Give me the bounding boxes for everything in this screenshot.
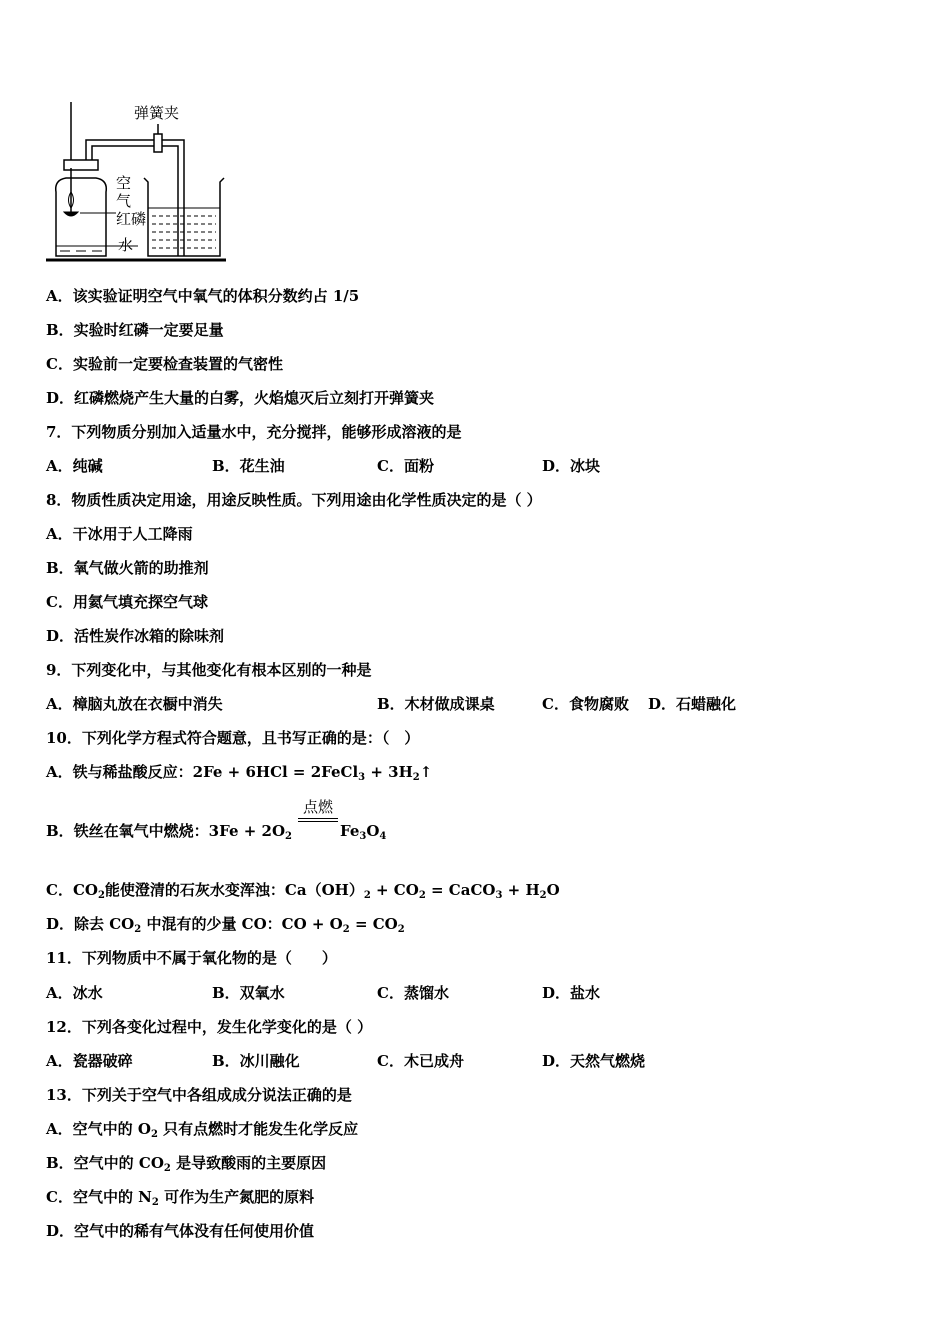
q11-option-d: D．盐水 xyxy=(542,984,601,1002)
q6-option-c: C．实验前一定要检查装置的气密性 xyxy=(46,355,283,373)
q6-option-b: B．实验时红磷一定要足量 xyxy=(46,321,224,339)
q11-option-b: B．双氧水 xyxy=(212,984,285,1002)
ignite-label: 点燃 xyxy=(302,798,333,816)
q10-stem: 10．下列化学方程式符合题意，且书写正确的是：（ ） xyxy=(46,729,420,747)
q13-option-c: C．空气中的 $N_2$ 可作为生产氮肥的原料 xyxy=(46,1188,315,1208)
q8-option-b: B．氧气做火箭的助推剂 xyxy=(46,559,209,577)
q10-option-a: A．铁与稀盐酸反应：2Fe + 6HCl = 2FeCl$_3$ + $3H_2↑$ xyxy=(46,763,433,783)
q9-option-b: B．木材做成课桌 xyxy=(377,695,495,713)
q12-option-c: C．木已成舟 xyxy=(377,1052,464,1070)
q10-option-b-product: $Fe_3O_4$ xyxy=(340,822,387,842)
q8-option-c: C．用氦气填充探空气球 xyxy=(46,593,208,611)
q13-option-d: D．空气中的稀有气体没有任何使用价值 xyxy=(46,1222,315,1240)
air-label-2: 气 xyxy=(116,192,132,210)
q8-option-d: D．活性炭作冰箱的除味剂 xyxy=(46,627,225,645)
q11-option-a: A．冰水 xyxy=(46,984,103,1002)
q7-option-c: C．面粉 xyxy=(377,457,434,475)
q7-option-d: D．冰块 xyxy=(542,457,601,475)
q11-stem: 11．下列物质中不属于氧化物的是（ ） xyxy=(46,949,337,967)
q7-option-b: B．花生油 xyxy=(212,457,285,475)
q12-option-a: A．瓷器破碎 xyxy=(46,1052,133,1070)
q7-option-a: A．纯碱 xyxy=(46,457,103,475)
q13-stem: 13．下列关于空气中各组成成分说法正确的是 xyxy=(46,1086,352,1104)
q12-option-d: D．天然气燃烧 xyxy=(542,1052,646,1070)
q13-option-b: B．空气中的 $CO_2$ 是导致酸雨的主要原因 xyxy=(46,1154,327,1174)
q8-stem: 8．物质性质决定用途，用途反映性质。下列用途由化学性质决定的是（ ） xyxy=(46,491,542,509)
q11-option-c: C．蒸馏水 xyxy=(377,984,449,1002)
equals-bar xyxy=(298,818,338,822)
apparatus-figure xyxy=(40,96,230,266)
q8-option-a: A．干冰用于人工降雨 xyxy=(46,525,193,543)
q9-option-d: D．石蜡融化 xyxy=(648,695,737,713)
q7-stem: 7．下列物质分别加入适量水中，充分搅拌，能够形成溶液的是 xyxy=(46,423,462,441)
water-label: 水 xyxy=(118,236,134,254)
q6-option-a: A．该实验证明空气中氧气的体积分数约占 1/5 xyxy=(46,287,360,305)
q13-option-a: A．空气中的 $O_2$ 只有点燃时才能发生化学反应 xyxy=(46,1120,359,1140)
red-phosphorus-label: 红磷 xyxy=(116,210,147,228)
q10-reaction-condition xyxy=(298,798,338,822)
q10-option-b: B．铁丝在氧气中燃烧：$3Fe + 2O_2$ xyxy=(46,822,292,842)
q9-stem: 9．下列变化中，与其他变化有根本区别的一种是 xyxy=(46,661,372,679)
q12-option-b: B．冰川融化 xyxy=(212,1052,300,1070)
spring-clip-label: 弹簧夹 xyxy=(134,104,180,122)
air-label-1: 空 xyxy=(116,174,132,192)
q12-stem: 12．下列各变化过程中，发生化学变化的是（ ） xyxy=(46,1018,373,1036)
q9-option-c: C．食物腐败 xyxy=(542,695,629,713)
q10-option-d: D．除去 $CO_2$ 中混有的少量 CO：CO + $O_2 = CO_2$ xyxy=(46,915,405,935)
q10-option-c: C．$CO_2$能使澄清的石灰水变浑浊：$Ca(OH)_2 + CO_2$ = CaCO$_3$ + $H_2O$ xyxy=(46,881,560,901)
q6-option-d: D．红磷燃烧产生大量的白雾，火焰熄灭后立刻打开弹簧夹 xyxy=(46,389,435,407)
q9-option-a: A．樟脑丸放在衣橱中消失 xyxy=(46,695,223,713)
apparatus-diagram xyxy=(40,96,230,266)
